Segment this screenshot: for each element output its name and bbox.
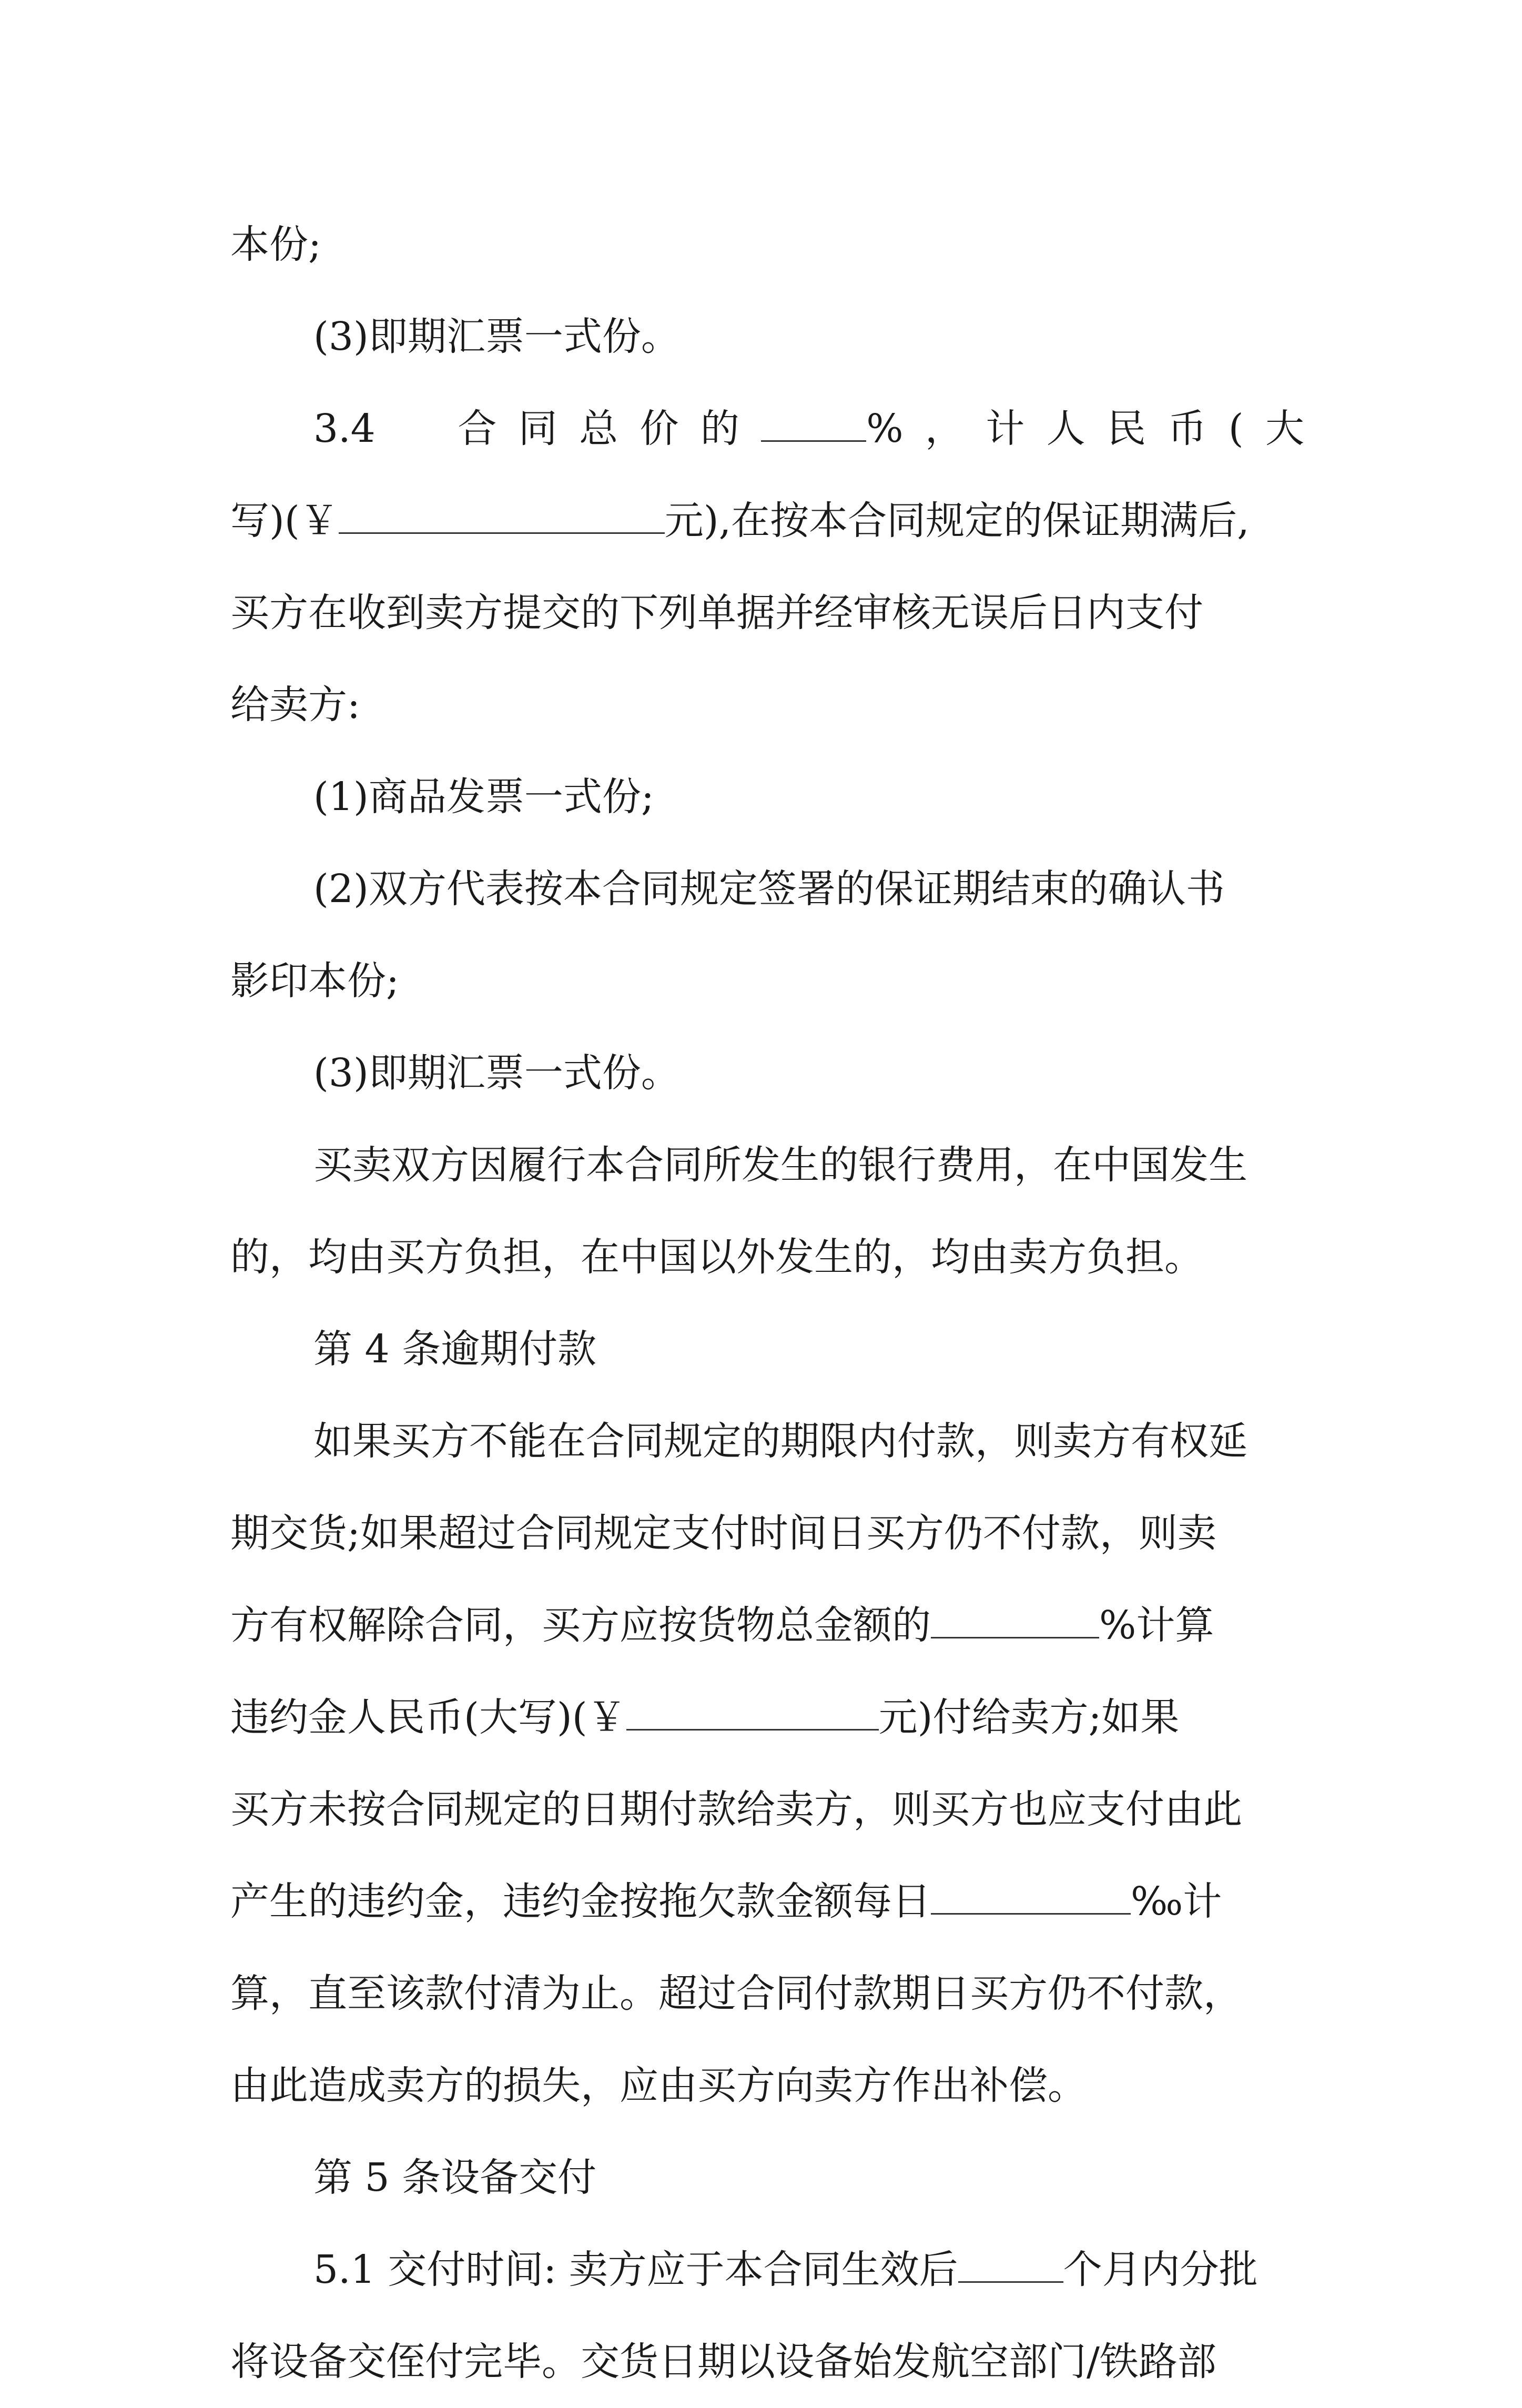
text-segment: 写)(￥ <box>230 498 339 543</box>
text-segment: 个月内分批 <box>1063 2247 1258 2292</box>
fill-in-blank <box>958 2244 1063 2283</box>
text-line: (2)双方代表按本合同规定签署的保证期结束的确认书 <box>313 866 1225 912</box>
section-heading: 第 4 条逾期付款 <box>313 1327 597 1372</box>
text-segment: 3.4 合同总价的 <box>313 406 762 451</box>
text-line: 由此造成卖方的损失，应由买方向卖方作出补偿。 <box>230 2063 1087 2108</box>
text-line: 将设备交侄付完毕。交货日期以设备始发航空部门/铁路部 <box>230 2339 1216 2384</box>
fill-in-blank <box>931 1600 1099 1638</box>
text-segment: %计算 <box>1099 1603 1214 1648</box>
fill-in-blank <box>931 1876 1131 1915</box>
text-segment: %，计人民币(大 <box>866 406 1304 451</box>
text-line: 影印本份; <box>230 958 399 1004</box>
text-line: 期交货;如果超过合同规定支付时间日买方仍不付款，则卖 <box>230 1511 1216 1556</box>
text-line: 算，直至该款付清为止。超过合同付款期日买方仍不付款， <box>230 1971 1242 2016</box>
fill-in-blank <box>339 495 665 534</box>
text-segment: 违约金人民币(大写)(￥ <box>230 1695 626 1740</box>
clause-3-4-line <box>230 383 1304 475</box>
text-segment: ‰计 <box>1131 1879 1222 1924</box>
text-line: 如果买方不能在合同规定的期限内付款，则卖方有权延 <box>313 1419 1247 1464</box>
text-segment: 方有权解除合同，买方应按货物总金额的 <box>230 1603 931 1648</box>
contract-text <box>230 199 1304 2408</box>
text-line: 给卖方: <box>230 682 360 727</box>
text-line <box>230 1580 1304 1672</box>
text-line: 买卖双方因履行本合同所发生的银行费用，在中国发生 <box>313 1142 1247 1188</box>
text-line: 买方在收到卖方提交的下列单据并经审核无误后日内支付 <box>230 590 1203 635</box>
text-line: (1)商品发票一式份; <box>313 774 654 819</box>
text-line: 的，均由买方负担，在中国以外发生的，均由卖方负担。 <box>230 1235 1203 1280</box>
text-line: 本份; <box>230 222 321 267</box>
text-line: (3)即期汇票一式份。 <box>313 314 680 359</box>
text-line <box>230 1856 1304 1948</box>
text-segment: 产生的违约金，违约金按拖欠款金额每日 <box>230 1879 931 1924</box>
text-segment: 元),在按本合同规定的保证期满后, <box>664 498 1250 543</box>
text-line <box>230 2224 1304 2316</box>
text-line <box>230 1672 1304 1764</box>
text-segment: 元)付给卖方;如果 <box>878 1695 1180 1740</box>
fill-in-blank <box>626 1692 879 1731</box>
text-segment: 5.1 交付时间: 卖方应于本合同生效后 <box>313 2247 958 2292</box>
fill-in-blank <box>761 403 866 442</box>
text-line: (3)即期汇票一式份。 <box>313 1050 680 1096</box>
text-line <box>230 475 1304 567</box>
text-line: 买方未按合同规定的日期付款给卖方，则买方也应支付由此 <box>230 1787 1242 1832</box>
section-heading: 第 5 条设备交付 <box>313 2155 597 2200</box>
